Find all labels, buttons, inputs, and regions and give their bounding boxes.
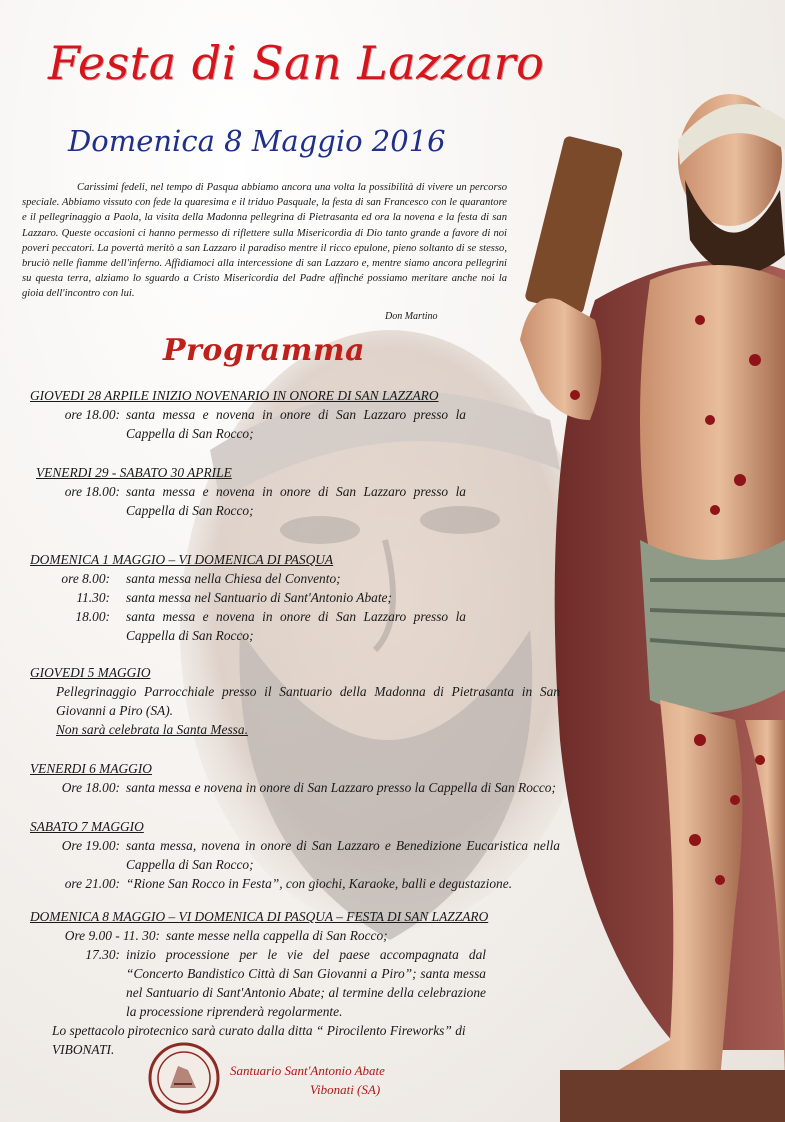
- event-description: sante messe nella cappella di San Rocco;: [166, 928, 388, 943]
- day-heading: DOMENICA 1 MAGGIO – VI DOMENICA DI PASQUA: [30, 552, 334, 567]
- event-description: santa messa, novena in onore di San Lazzaro e Benedizione Eucaristica nella Cappella di San Rocco;: [126, 838, 560, 872]
- program-day: [30, 907, 560, 1059]
- schedule-row: [30, 778, 560, 797]
- event-description: santa messa e novena in onore di San Lazzaro presso la Cappella di San Rocco;: [126, 484, 466, 518]
- event-note: Non sarà celebrata la Santa Messa.: [56, 722, 248, 737]
- sanctuary-location: Vibonati (SA): [310, 1082, 381, 1097]
- event-time: ore 21.00:: [64, 876, 120, 891]
- pastoral-letter: Carissimi fedeli, nel tempo di Pasqua abbiamo ancora una volta la possibilità di vivere un percorso speciale. Abbiamo vissuto con fede la quaresima e il triduo Pasquale, la festa di san Francesco con le quarantore e il pellegrinaggio a Paola, la visita della Madonna pellegrina di Pietrasanta ed ora la novena e la festa di san Lazzaro. Queste occasioni ci hanno permesso di riflettere sulla Misericordia di Dio tanto grande a favore di noi poveri peccatori. La povertà meritò a san Lazzaro il paradiso mentre il ricco epulone, pieno soltanto di se stesso, bruciò nelle fiamme dell'inferno. Affidiamoci alla intercessione di san Lazzaro e, mentre siamo ancora pellegrini su questa terra, alziamo lo sguardo a Cristo Misericordia del Padre affinché possiamo meritare anche noi la gioia dell'incontro con lui.: [22, 182, 507, 300]
- program-heading: Programma: [163, 333, 366, 368]
- schedule-row: [30, 569, 560, 588]
- program-day: [30, 386, 560, 443]
- event-time: Ore 9.00 - 11. 30:: [64, 928, 160, 943]
- day-heading: VENERDI 6 MAGGIO: [30, 761, 152, 776]
- program-schedule: [30, 386, 560, 1059]
- event-time: 11.30:: [76, 590, 110, 605]
- event-time: ore 18.00:: [64, 407, 120, 422]
- signature: Don Martino: [385, 311, 438, 322]
- event-description: inizio processione per le vie del paese accompagnata dal “Concerto Bandistico Città di San Giovanni a Piro”; santa messa nel Santuario di Sant'Antonio Abate; al termine della celebrazione la processione riprenderà regolarmente.: [126, 947, 486, 1019]
- program-day: [30, 550, 560, 645]
- event-description: Pellegrinaggio Parrocchiale presso il Santuario della Madonna di Pietrasanta in San Giovanni a Piro (SA).: [56, 684, 560, 718]
- event-time: ore 8.00:: [61, 571, 110, 586]
- event-description: santa messa e novena in onore di San Lazzaro presso la Cappella di San Rocco;: [126, 780, 556, 795]
- event-date: Domenica 8 Maggio 2016: [68, 124, 446, 158]
- program-day: [30, 759, 560, 797]
- program-day: [30, 817, 560, 893]
- schedule-row: [30, 588, 560, 607]
- event-description: santa messa nel Santuario di Sant'Antonio Abate;: [126, 590, 392, 605]
- event-time: Ore 19.00:: [61, 838, 120, 853]
- event-description: “Rione San Rocco in Festa”, con giochi, Karaoke, balli e degustazione.: [126, 876, 513, 891]
- schedule-row: [30, 607, 560, 645]
- day-heading: GIOVEDI 5 MAGGIO: [30, 665, 151, 680]
- day-heading: GIOVEDI 28 ARPILE INIZIO NOVENARIO IN ONORE DI SAN LAZZARO: [30, 388, 439, 403]
- event-time: Ore 18.00:: [61, 780, 120, 795]
- day-heading: DOMENICA 8 MAGGIO – VI DOMENICA DI PASQUA – FESTA DI SAN LAZZARO: [30, 909, 489, 924]
- event-time: 18.00:: [75, 609, 110, 624]
- schedule-row: [30, 874, 560, 893]
- schedule-row: [30, 945, 560, 1021]
- day-heading: VENERDI 29 - SABATO 30 APRILE: [36, 465, 232, 480]
- schedule-row: [30, 926, 560, 945]
- fireworks-note: Lo spettacolo pirotecnico sarà curato dalla ditta “ Pirocilento Fireworks” di VIBONATI.: [52, 1023, 466, 1057]
- event-description: santa messa nella Chiesa del Convento;: [126, 571, 341, 586]
- program-day: [30, 463, 560, 520]
- event-description: santa messa e novena in onore di San Lazzaro presso la Cappella di San Rocco;: [126, 407, 466, 441]
- event-time: 17.30:: [85, 947, 120, 962]
- schedule-row: [30, 482, 560, 520]
- schedule-row: [30, 836, 560, 874]
- sanctuary-name: Santuario Sant'Antonio Abate: [230, 1063, 385, 1078]
- event-description: santa messa e novena in onore di San Lazzaro presso la Cappella di San Rocco;: [126, 609, 466, 643]
- program-day: [30, 663, 560, 739]
- poster-title: Festa di San Lazzaro: [48, 36, 545, 90]
- event-time: ore 18.00:: [64, 484, 120, 499]
- day-heading: SABATO 7 MAGGIO: [30, 819, 144, 834]
- sanctuary-seal-icon: [148, 1042, 220, 1114]
- schedule-row: [30, 405, 560, 443]
